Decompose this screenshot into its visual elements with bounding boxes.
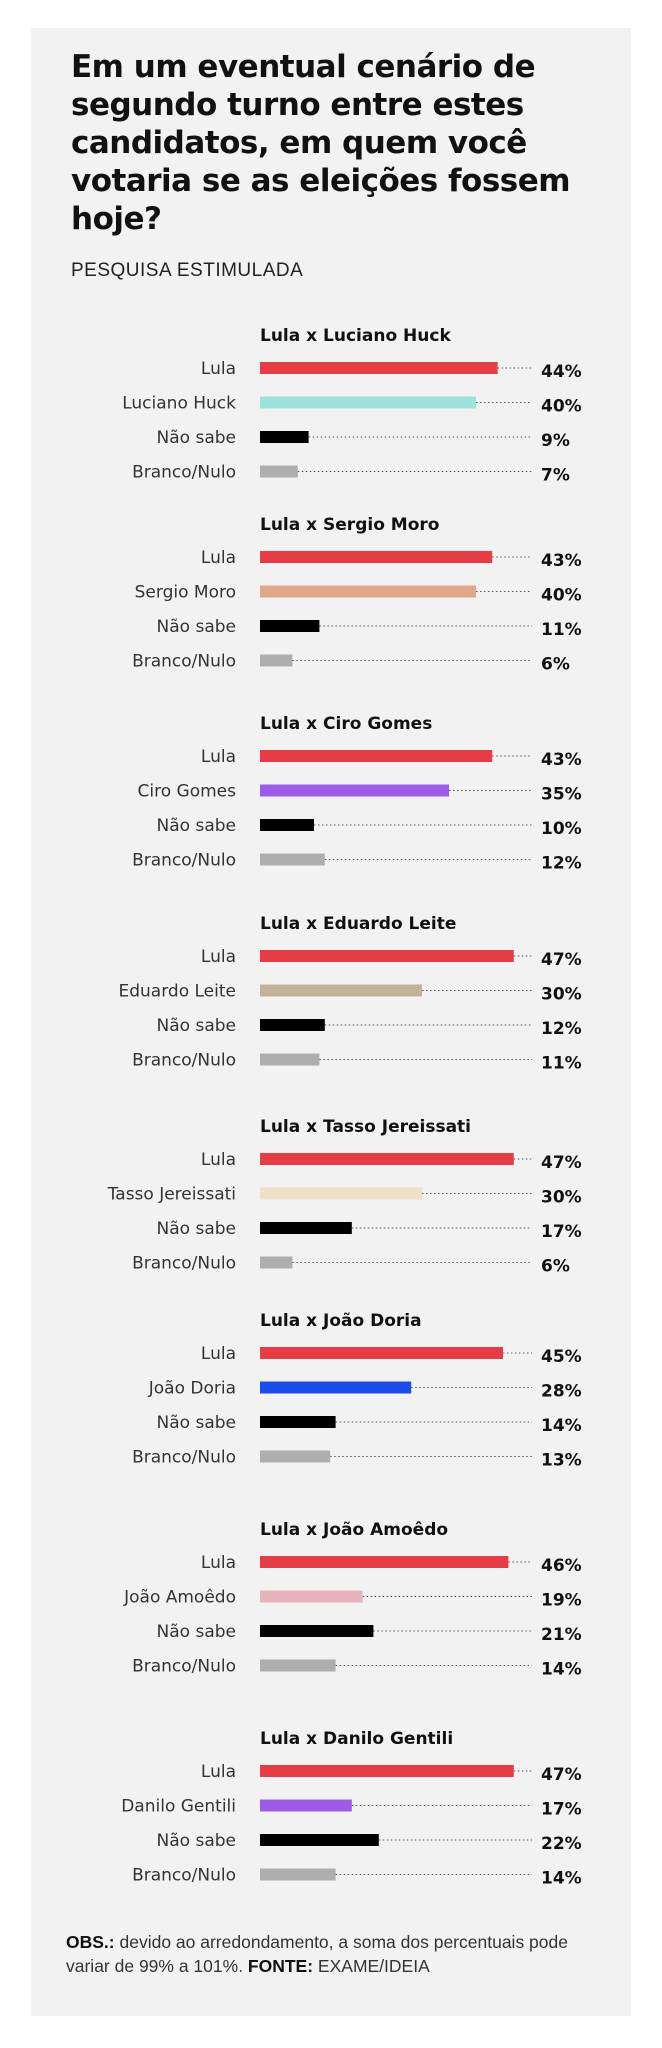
category-label: Ciro Gomes [137,781,236,802]
category-label: Branco/Nulo [132,651,236,672]
value-label: 11% [541,1053,582,1074]
group-title: Lula x Tasso Jereissati [260,1117,472,1137]
category-label: Tasso Jereissati [107,1184,236,1205]
category-label: Branco/Nulo [132,1447,236,1468]
category-label: Lula [200,359,236,379]
value-label: 22% [541,1834,582,1854]
group-title: Lula x Ciro Gomes [260,714,433,734]
value-label: 43% [541,750,582,770]
bar [260,1765,514,1777]
value-label: 9% [541,431,570,451]
source-text: EXAME/IDEIA [313,1956,430,1976]
value-label: 17% [541,1222,582,1242]
bar [260,1451,330,1463]
bar [260,1222,352,1234]
category-label: Lula [200,747,236,767]
bar [260,1625,373,1637]
bar [260,1834,379,1846]
bar [260,655,292,667]
value-label: 47% [541,1153,582,1173]
category-label: Branco/Nulo [132,1865,236,1886]
value-label: 6% [541,654,570,675]
bar-group [132,714,582,874]
bar [260,1347,503,1359]
group-title: Lula x Eduardo Leite [260,914,457,934]
value-label: 17% [541,1799,582,1820]
bar [260,785,449,797]
category-label: Não sabe [156,816,236,836]
bar-group [119,914,582,1074]
bar [260,1188,422,1200]
value-label: 19% [541,1590,582,1611]
category-label: Branco/Nulo [132,1253,236,1274]
category-label: Não sabe [156,1413,236,1433]
group-title: Lula x Danilo Gentili [260,1729,454,1749]
category-label: Lula [200,1553,236,1573]
bar [260,950,514,962]
category-label: Não sabe [156,1016,236,1036]
bar [260,362,498,374]
bar [260,586,476,598]
category-label: Eduardo Leite [118,981,236,1002]
value-label: 14% [541,1416,582,1436]
chart-card [31,28,631,2016]
category-label: Não sabe [156,1219,236,1239]
bar-group [132,1311,582,1471]
value-label: 11% [541,620,582,640]
value-label: 44% [541,362,582,382]
bar [260,1556,508,1568]
category-label: Sergio Moro [134,582,236,603]
value-label: 45% [541,1347,582,1367]
bar [260,431,309,443]
bar [260,1257,292,1269]
category-label: Luciano Huck [122,393,236,414]
value-label: 14% [541,1868,582,1889]
value-label: 35% [541,784,582,805]
bar-group [121,1729,581,1889]
value-label: 13% [541,1450,582,1471]
bar [260,397,476,409]
category-label: Branco/Nulo [132,1656,236,1677]
bar [260,854,325,866]
value-label: 12% [541,1019,582,1039]
value-label: 43% [541,551,582,571]
value-label: 6% [541,1256,570,1277]
category-label: Não sabe [156,428,236,448]
footnote [66,1930,606,1978]
value-label: 12% [541,853,582,874]
group-title: Lula x Luciano Huck [260,326,451,346]
value-label: 14% [541,1659,582,1680]
group-title: Lula x João Amoêdo [260,1520,449,1540]
bar [260,620,319,632]
bar [260,466,298,478]
category-label: Não sabe [156,1622,236,1642]
category-label: Lula [200,548,236,568]
group-title: Lula x João Doria [260,1311,422,1331]
category-label: João Doria [148,1378,236,1399]
bar [260,1054,319,1066]
category-label: Lula [200,1762,236,1782]
bar [260,1660,336,1672]
value-label: 28% [541,1381,582,1402]
bar [260,1416,336,1428]
obs-text: devido ao arredondamento, a soma dos percentuais pode variar de 99% a 101%. [66,1932,568,1976]
category-label: Lula [200,1344,236,1364]
bar [260,1591,363,1603]
bar [260,819,314,831]
value-label: 10% [541,819,582,839]
bar-group [122,326,581,486]
value-label: 30% [541,1187,582,1208]
value-label: 47% [541,950,582,970]
category-label: Lula [200,1150,236,1170]
value-label: 7% [541,465,570,486]
group-title: Lula x Sergio Moro [260,515,440,535]
bar [260,551,492,563]
bar-group [107,1117,582,1277]
category-label: Branco/Nulo [132,1050,236,1071]
category-label: Branco/Nulo [132,462,236,483]
obs-label: OBS.: [66,1932,115,1952]
value-label: 40% [541,396,582,417]
bar [260,1153,514,1165]
bar-chart [31,28,631,1908]
bar [260,750,492,762]
bar-group [132,515,582,675]
bar [260,985,422,997]
value-label: 46% [541,1556,582,1576]
bar [260,1800,352,1812]
bar [260,1382,411,1394]
category-label: Não sabe [156,1831,236,1851]
category-label: João Amoêdo [124,1587,236,1608]
bar [260,1869,336,1881]
category-label: Lula [200,947,236,967]
bar-group [123,1520,582,1680]
category-label: Branco/Nulo [132,850,236,871]
source-label: FONTE: [247,1956,314,1976]
value-label: 40% [541,585,582,606]
value-label: 30% [541,984,582,1005]
chart-subtitle: PESQUISA ESTIMULADA [71,260,304,281]
category-label: Danilo Gentili [121,1796,236,1817]
category-label: Não sabe [156,617,236,637]
value-label: 21% [541,1625,582,1645]
value-label: 47% [541,1765,582,1785]
bar [260,1019,325,1031]
chart-title: Em um eventual cenário de segundo turno entre estes candidatos, em quem você votaria se as eleições fossem hoje? [71,49,571,237]
